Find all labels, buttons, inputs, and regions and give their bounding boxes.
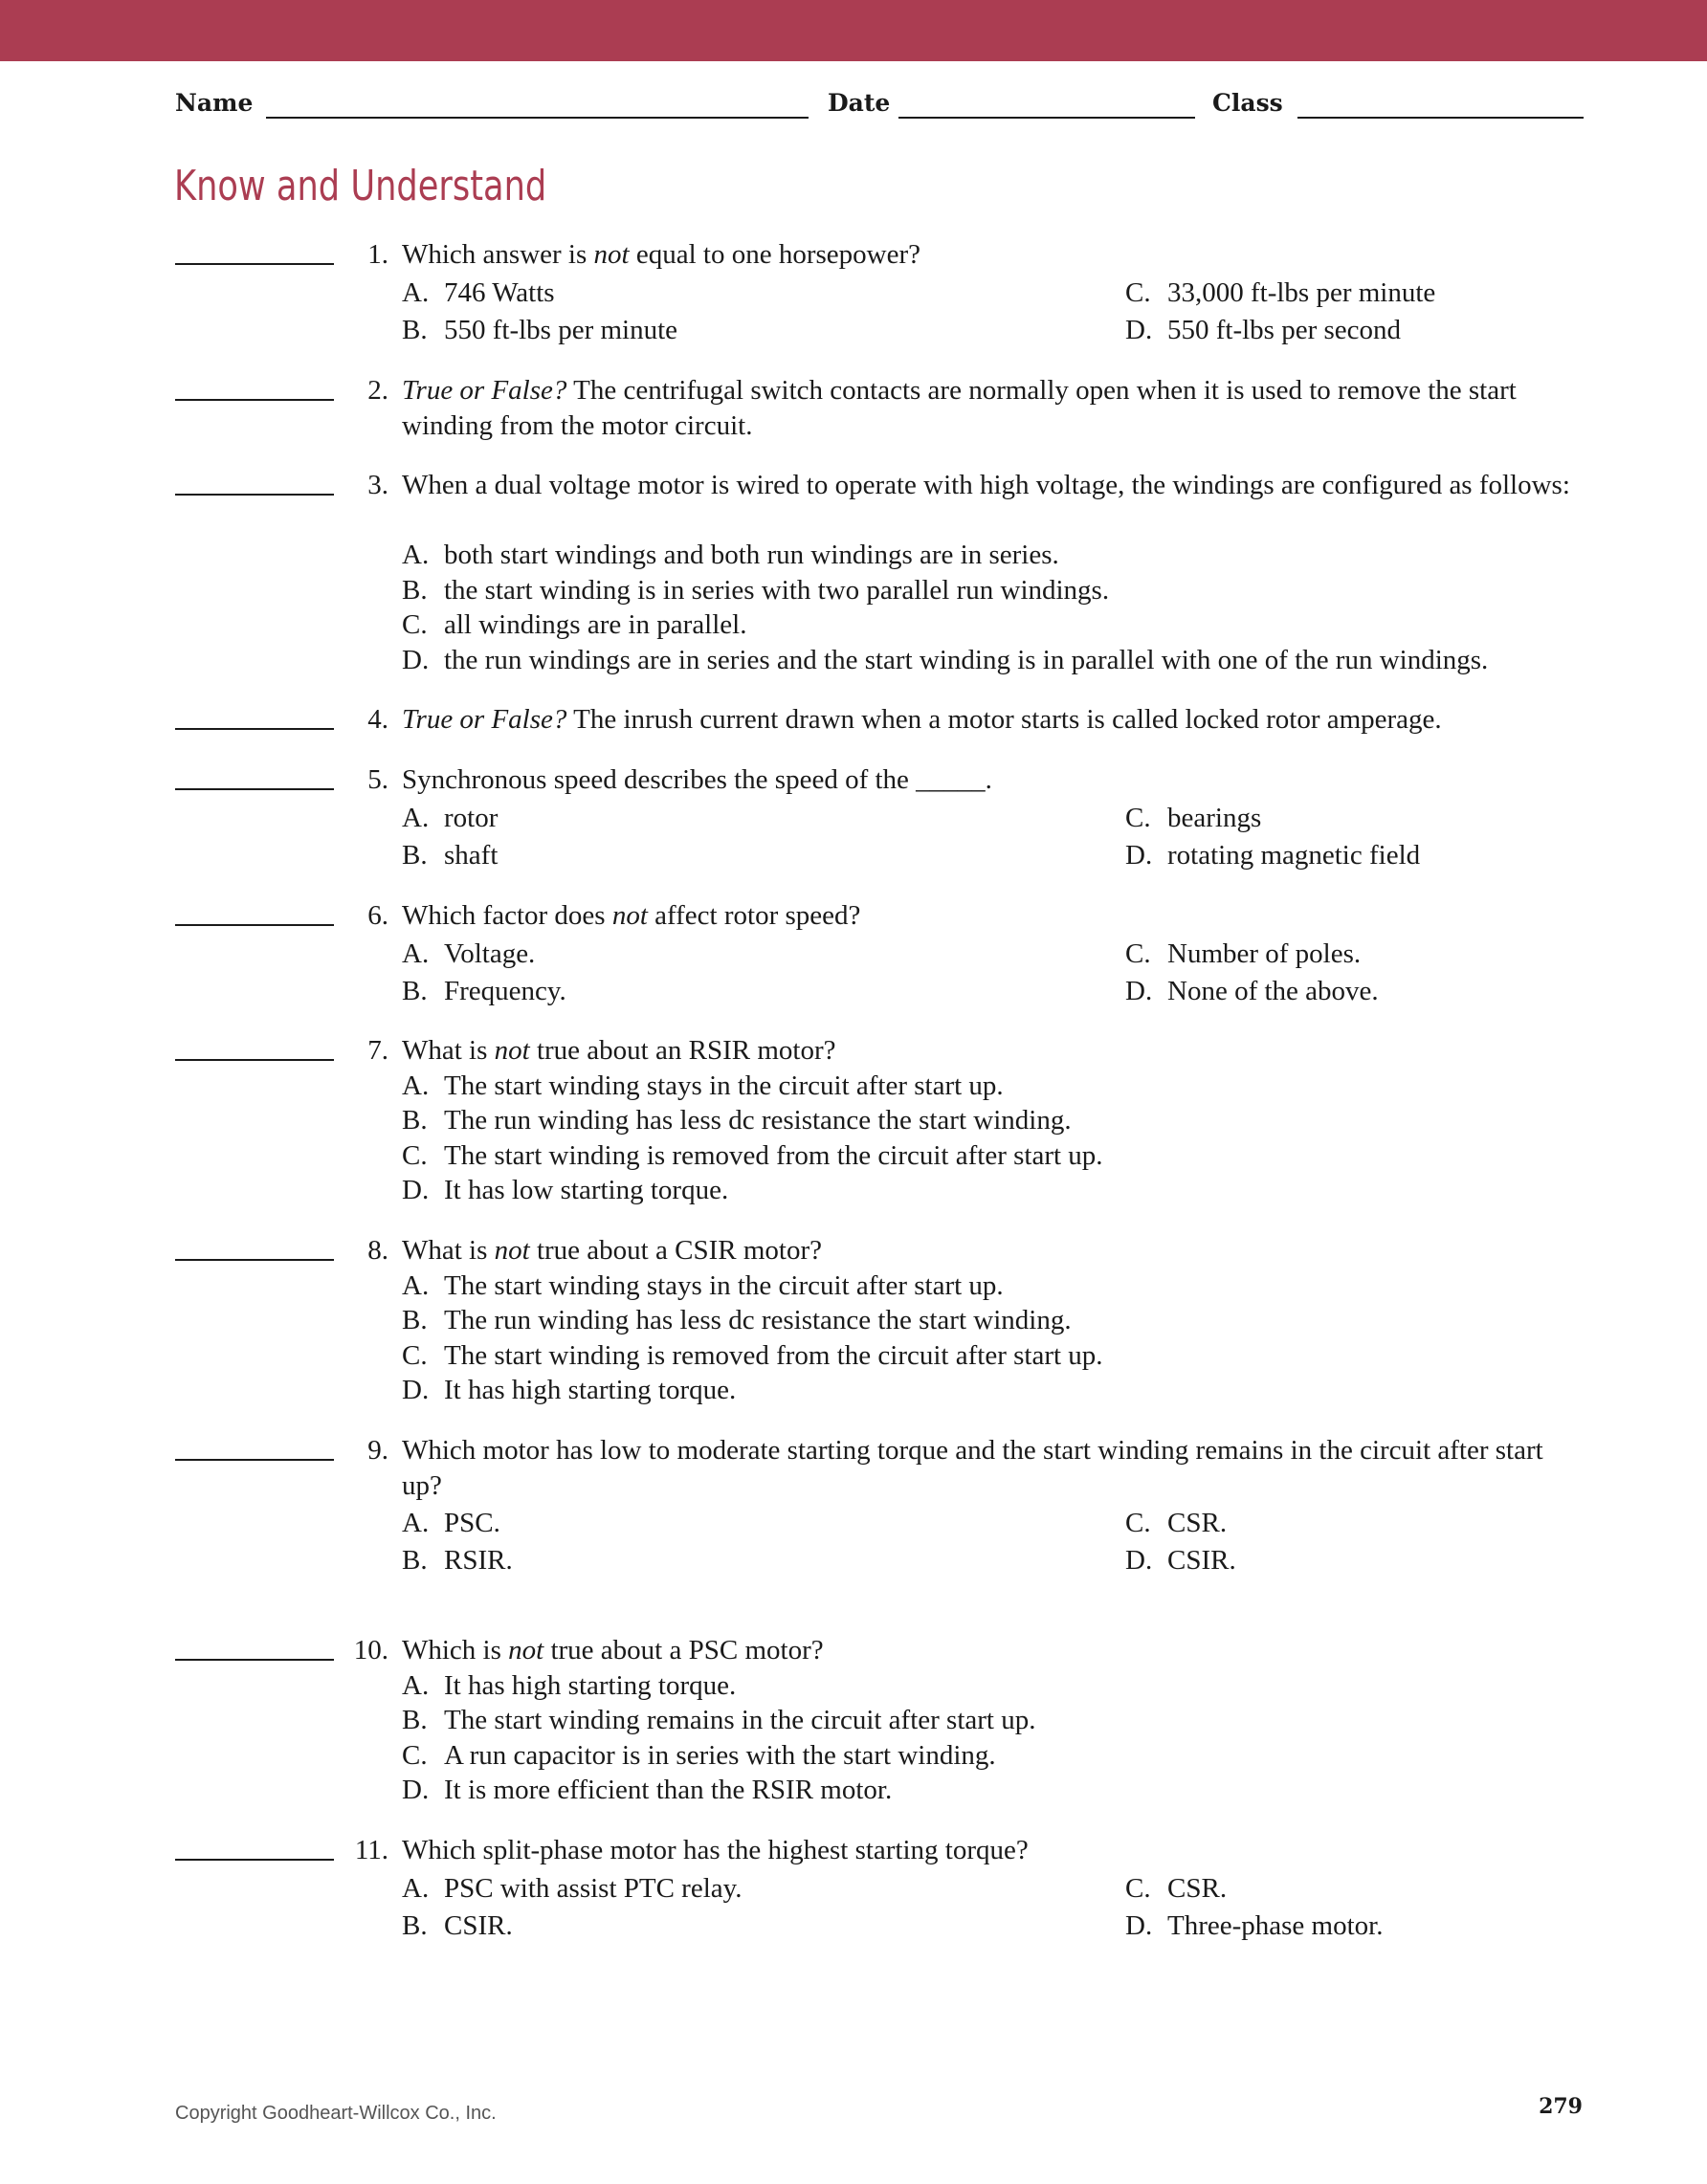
answer-option: [402, 1703, 1035, 1738]
name-label: Name: [175, 89, 254, 117]
stem-text: true about a PSC motor?: [543, 1635, 824, 1666]
answer-blank[interactable]: [175, 788, 334, 790]
class-label: Class: [1212, 89, 1283, 117]
option-text: PSC with assist PTC relay.: [444, 1872, 743, 1904]
answer-option: [402, 1268, 1004, 1304]
option-text: The start winding stays in the circuit after start up.: [444, 1269, 1004, 1301]
option-text: It is more efficient than the RSIR motor.: [444, 1775, 893, 1805]
answer-option: [402, 538, 1059, 573]
emphasized-text: True or False?: [402, 375, 567, 406]
answer-option: [1125, 838, 1420, 873]
answer-blank[interactable]: [175, 1259, 334, 1261]
option-text: Number of poles.: [1167, 938, 1362, 969]
option-letter: A.: [402, 938, 430, 969]
option-letter: C.: [402, 1739, 428, 1771]
question-number: 8.: [367, 1235, 388, 1266]
answer-option: [402, 1773, 892, 1808]
option-text: Three-phase motor.: [1167, 1909, 1384, 1941]
option-text: The start winding remains in the circuit after start up.: [444, 1705, 1036, 1735]
question-number: 5.: [367, 764, 388, 795]
emphasized-text: not: [593, 239, 630, 270]
question-stem: [402, 1233, 1579, 1268]
option-text: Voltage.: [444, 938, 536, 969]
question-stem: [402, 1433, 1579, 1503]
option-letter: D.: [1125, 839, 1153, 871]
question-number: 10.: [353, 1635, 388, 1666]
answer-blank[interactable]: [175, 728, 334, 730]
option-letter: A.: [402, 1070, 430, 1101]
option-letter: B.: [402, 314, 428, 345]
option-text: the run windings are in series and the start winding is in parallel with one of the run windings.: [444, 644, 1489, 675]
section-title: Know and Understand: [174, 162, 547, 210]
question-number: 7.: [367, 1035, 388, 1066]
question-stem: [402, 373, 1579, 443]
answer-blank[interactable]: [175, 924, 334, 926]
answer-option: [1125, 1543, 1236, 1578]
answer-option: [402, 801, 498, 836]
option-letter: B.: [402, 1705, 428, 1735]
answer-blank[interactable]: [175, 1459, 334, 1461]
option-letter: B.: [402, 574, 428, 606]
name-field[interactable]: [266, 117, 809, 119]
option-letter: C.: [1125, 276, 1151, 308]
answer-option: [402, 1543, 513, 1578]
option-text: bearings: [1167, 802, 1262, 833]
answer-option: [1125, 937, 1361, 972]
option-letter: C.: [1125, 1508, 1151, 1538]
answer-option: [402, 607, 746, 643]
option-letter: C.: [402, 1139, 428, 1171]
stem-text: What is: [402, 1235, 495, 1266]
stem-text: affect rotor speed?: [647, 900, 861, 931]
answer-blank[interactable]: [175, 1059, 334, 1061]
answer-option: [402, 643, 1488, 678]
question-number: 4.: [367, 704, 388, 735]
option-text: both start windings and both run windings are in series.: [444, 540, 1059, 570]
emphasized-text: True or False?: [402, 704, 567, 735]
emphasized-text: not: [508, 1635, 544, 1666]
option-text: Frequency.: [444, 975, 566, 1006]
question-number: 1.: [367, 239, 388, 270]
top-color-band: [0, 0, 1707, 61]
option-letter: A.: [402, 276, 430, 308]
answer-option: [402, 573, 1109, 608]
answer-option: [402, 937, 535, 972]
option-text: The start winding is removed from the circuit after start up.: [444, 1139, 1103, 1171]
option-letter: A.: [402, 802, 430, 833]
answer-option: [402, 1668, 736, 1704]
question-stem: [402, 237, 1579, 273]
answer-option: [1125, 1506, 1227, 1541]
option-text: The run winding has less dc resistance the start winding.: [444, 1105, 1072, 1136]
option-letter: C.: [402, 609, 428, 640]
stem-text: Which motor has low to moderate starting torque and the start winding remains in the circuit after start up?: [402, 1435, 1543, 1501]
stem-text: Which factor does: [402, 900, 612, 931]
option-text: all windings are in parallel.: [444, 609, 747, 640]
answer-option: [402, 1373, 736, 1408]
question-stem: [402, 468, 1579, 503]
stem-text: Synchronous speed describes the speed of the _____.: [402, 764, 992, 795]
option-letter: C.: [402, 1339, 428, 1371]
option-letter: B.: [402, 839, 428, 871]
answer-option: [1125, 1908, 1383, 1944]
option-text: It has high starting torque.: [444, 1669, 737, 1701]
question-stem: [402, 1633, 1579, 1668]
option-letter: B.: [402, 1305, 428, 1335]
answer-option: [1125, 313, 1401, 348]
option-letter: D.: [1125, 314, 1153, 345]
question-number: 3.: [367, 470, 388, 500]
answer-blank[interactable]: [175, 263, 334, 265]
option-text: rotor: [444, 802, 499, 833]
option-letter: C.: [1125, 802, 1151, 833]
date-field[interactable]: [898, 117, 1195, 119]
answer-option: [402, 1908, 513, 1944]
answer-option: [402, 838, 498, 873]
page-number: 279: [1539, 2094, 1583, 2119]
answer-option: [1125, 801, 1261, 836]
option-text: A run capacitor is in series with the start winding.: [444, 1739, 996, 1771]
option-letter: C.: [1125, 938, 1151, 969]
option-letter: D.: [1125, 1545, 1153, 1576]
option-text: The start winding stays in the circuit after start up.: [444, 1070, 1004, 1101]
option-letter: A.: [402, 1872, 430, 1904]
option-letter: A.: [402, 540, 430, 570]
option-letter: C.: [1125, 1872, 1151, 1904]
answer-option: [402, 1506, 500, 1541]
question-stem: [402, 1833, 1579, 1868]
answer-option: [1125, 276, 1435, 311]
option-text: the start winding is in series with two parallel run windings.: [444, 574, 1110, 606]
answer-blank[interactable]: [175, 399, 334, 401]
option-letter: D.: [402, 644, 430, 675]
student-info-fields: [175, 88, 1584, 122]
option-letter: A.: [402, 1669, 430, 1701]
option-letter: A.: [402, 1269, 430, 1301]
answer-option: [402, 1338, 1103, 1374]
option-text: 550 ft-lbs per minute: [444, 314, 678, 345]
stem-text: Which is: [402, 1635, 509, 1666]
question-number: 6.: [367, 900, 388, 931]
answer-option: [402, 974, 566, 1009]
option-text: shaft: [444, 839, 499, 871]
class-field[interactable]: [1297, 117, 1584, 119]
answer-option: [402, 1738, 996, 1774]
option-text: 746 Watts: [444, 276, 555, 308]
option-text: The run winding has less dc resistance the start winding.: [444, 1305, 1072, 1335]
answer-option: [402, 1303, 1072, 1338]
stem-text: What is: [402, 1035, 495, 1066]
emphasized-text: not: [494, 1035, 530, 1066]
answer-option: [402, 313, 677, 348]
answer-blank[interactable]: [175, 1859, 334, 1861]
stem-text: Which split-phase motor has the highest starting torque?: [402, 1835, 1029, 1865]
option-letter: D.: [402, 1175, 430, 1205]
option-letter: A.: [402, 1508, 430, 1538]
stem-text: true about a CSIR motor?: [529, 1235, 822, 1266]
emphasized-text: not: [494, 1235, 530, 1266]
question-number: 2.: [367, 375, 388, 406]
question-stem: [402, 1033, 1579, 1069]
question-number: 9.: [367, 1435, 388, 1466]
answer-option: [1125, 974, 1379, 1009]
option-letter: D.: [402, 1775, 430, 1805]
option-letter: B.: [402, 1909, 428, 1941]
answer-option: [402, 276, 555, 311]
option-text: PSC.: [444, 1508, 500, 1538]
answer-option: [402, 1173, 728, 1208]
option-text: 550 ft-lbs per second: [1167, 314, 1402, 345]
option-letter: D.: [1125, 1909, 1153, 1941]
stem-text: When a dual voltage motor is wired to operate with high voltage, the windings are configured as follows:: [402, 470, 1570, 500]
answer-option: [402, 1138, 1103, 1174]
stem-text: The inrush current drawn when a motor starts is called locked rotor amperage.: [566, 704, 1442, 735]
option-text: RSIR.: [444, 1545, 513, 1576]
option-text: None of the above.: [1167, 975, 1379, 1006]
answer-blank[interactable]: [175, 494, 334, 496]
question-stem: [402, 702, 1579, 738]
option-text: CSR.: [1167, 1872, 1228, 1904]
option-text: CSR.: [1167, 1508, 1228, 1538]
answer-option: [402, 1069, 1004, 1104]
option-text: CSIR.: [1167, 1545, 1236, 1576]
option-letter: B.: [402, 1105, 428, 1136]
answer-option: [402, 1871, 743, 1907]
date-label: Date: [828, 89, 891, 117]
answer-blank[interactable]: [175, 1659, 334, 1661]
option-letter: B.: [402, 1545, 428, 1576]
question-number: 11.: [354, 1835, 388, 1865]
option-letter: D.: [402, 1375, 430, 1405]
option-text: CSIR.: [444, 1909, 513, 1941]
option-text: rotating magnetic field: [1167, 839, 1421, 871]
option-text: It has low starting torque.: [444, 1175, 729, 1205]
option-text: It has high starting torque.: [444, 1375, 737, 1405]
option-letter: D.: [1125, 975, 1153, 1006]
option-text: The start winding is removed from the circuit after start up.: [444, 1339, 1103, 1371]
stem-text: The centrifugal switch contacts are normally open when it is used to remove the start winding from the motor circuit.: [402, 375, 1517, 441]
answer-option: [402, 1103, 1072, 1138]
option-letter: B.: [402, 975, 428, 1006]
answer-option: [1125, 1871, 1227, 1907]
stem-text: Which answer is: [402, 239, 594, 270]
option-text: 33,000 ft-lbs per minute: [1167, 276, 1436, 308]
emphasized-text: not: [611, 900, 648, 931]
stem-text: true about an RSIR motor?: [529, 1035, 836, 1066]
copyright-notice: Copyright Goodheart-Willcox Co., Inc.: [175, 2103, 497, 2124]
question-stem: [402, 898, 1579, 934]
question-stem: [402, 762, 1579, 798]
stem-text: equal to one horsepower?: [629, 239, 920, 270]
